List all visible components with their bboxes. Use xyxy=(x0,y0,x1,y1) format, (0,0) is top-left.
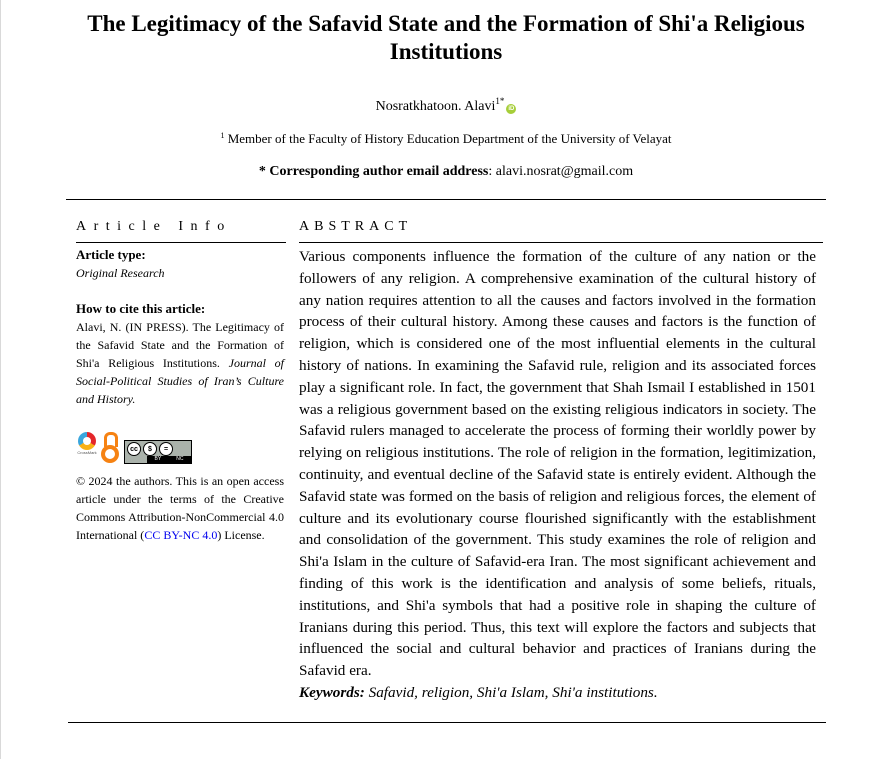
corresponding-email[interactable]: : alavi.nosrat@gmail.com xyxy=(488,164,634,179)
keywords-line xyxy=(299,682,816,704)
cc-circle-icon: cc xyxy=(127,442,141,456)
header-rule xyxy=(66,199,826,200)
footer-rule xyxy=(68,722,826,723)
open-access-icon xyxy=(100,432,120,464)
cite-journal: Journal of Social-Political Studies of Iran’s Culture and History. xyxy=(76,356,284,406)
article-info-column xyxy=(76,246,284,544)
license-text-start: © 2024 the authors. This is an open access article under the terms of the Creative Commons Attribution-NonCommercial 4.0 International ( xyxy=(76,474,284,542)
license-badges xyxy=(76,428,284,464)
corresponding-label: * Corresponding author email address xyxy=(258,164,489,179)
author-line xyxy=(60,96,832,115)
noncommercial-icon: $ xyxy=(143,442,157,456)
article-type-value: Original Research xyxy=(76,266,165,280)
article-type-label: Article type: xyxy=(76,247,146,262)
orcid-icon[interactable]: iD xyxy=(508,106,515,112)
author-superscript: 1* xyxy=(495,96,505,106)
page-edge xyxy=(0,0,1,759)
keywords-label: Keywords: xyxy=(299,683,365,701)
cc-by-nc-icon[interactable] xyxy=(124,440,192,464)
paper-title: The Legitimacy of the Safavid State and the Formation of Shi'a Religious Institutions xyxy=(87,11,805,64)
crossmark-icon[interactable]: CrossMark xyxy=(76,432,98,464)
license-link[interactable]: CC BY-NC 4.0 xyxy=(144,528,218,542)
cite-label: How to cite this article: xyxy=(76,301,206,316)
article-info-rule xyxy=(76,242,286,243)
article-info-heading: Article Info xyxy=(76,219,232,234)
affiliation xyxy=(60,131,832,147)
cc-nc-label: NC xyxy=(176,456,184,462)
cite-text: Alavi, N. (IN PRESS). The Legitimacy of the Safavid State and the Formation of Shi'a Religious Institutions. xyxy=(76,320,284,370)
cite-text-block xyxy=(76,318,284,408)
license-text xyxy=(76,472,284,544)
corresponding-author xyxy=(60,164,832,180)
affiliation-text: Member of the Faculty of History Education Department of the University of Velayat xyxy=(224,131,672,146)
abstract-heading: ABSTRACT xyxy=(299,219,413,234)
keywords-text: Safavid, religion, Shi'a Islam, Shi'a institutions. xyxy=(364,683,658,701)
cc-by-label: BY xyxy=(154,456,162,462)
abstract-rule xyxy=(299,242,823,243)
noderivs-icon: = xyxy=(159,442,173,456)
author-name: Nosratkhatoon. Alavi xyxy=(375,99,496,114)
abstract-section xyxy=(299,246,816,704)
license-text-end: ) License. xyxy=(217,528,265,542)
abstract-text: Various components influence the formation of the culture of any nation or the followers of any religion. A comprehensive examination of the cultural history of any nation requires attention to all the causes and factors involved in the formation process of their cultural history. Among these causes and factors is the function of religion, which is considered one of the most influential elements in the cultural history of nations. In examining the Safavid rule, religion and its associated forces play a significant role. In fact, the government that Shah Ismail I established in 1501 was a religious government based on the existing religious indicators in society. The Safavid rulers managed to accelerate the process of forming their worldly power by relying on religious institutions. The role of religion in the formation, legitimization, continuity, and eventual decline of the Safavid state is entirely evident. Although the Safavid state was formed on the basis of religion and religious forces, the element of culture and its evolutionary course flourished significantly with the establishment and consolidation of the government. This study examines the role of religion and Shi'a Islam in the culture of Safavid-era Iran. The most significant achievement and finding of this work is the identification and analysis of some beliefs, rituals, institutions, and Shi'a symbols that had a positive role in shaping the culture of Iranians during this period. Thus, this text will explore the factors and subjects that influenced the social and cultural behavior and practices of Iranians during the Safavid era. xyxy=(299,248,816,680)
affiliation-number: 1 xyxy=(220,131,225,140)
